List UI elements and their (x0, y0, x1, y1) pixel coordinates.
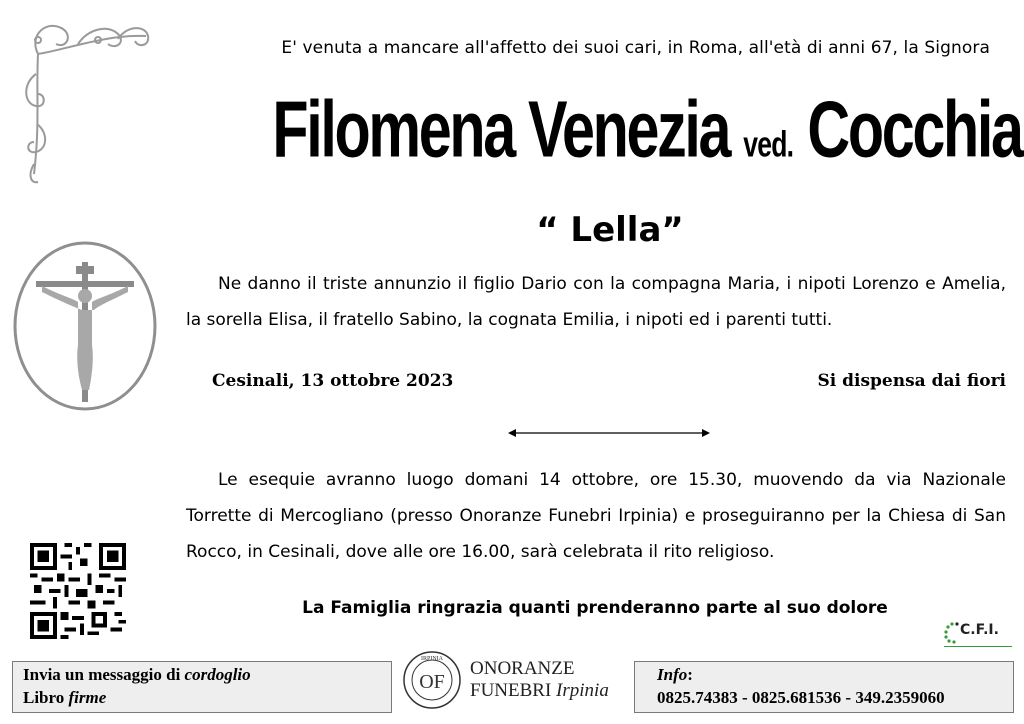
cfi-logo-icon (940, 618, 1014, 652)
funeral-agency-name (470, 658, 609, 702)
qr-code-icon[interactable] (30, 543, 126, 639)
info-label: Info (657, 665, 688, 684)
send-condolence-link[interactable] (23, 665, 251, 685)
announcement-text: Ne danno il triste annunzio il figlio Dario con la compagna Maria, i nipoti Lorenzo e Amelia, la sorella Elisa, il fratello Sabino, la cognata Emilia, i nipoti ed i parenti tutti. (186, 274, 1006, 330)
agency-line2-b: Irpinia (556, 680, 609, 701)
agency-line1: ONORANZE (470, 658, 575, 679)
deceased-name (272, 84, 1022, 175)
deceased-nickname: “ Lella” (536, 210, 684, 250)
ornament-icon (18, 14, 158, 189)
thanks-text: La Famiglia ringrazia quanti prenderanno parte al suo dolore (302, 598, 888, 618)
no-flowers-note: Si dispensa dai fiori (817, 371, 1006, 391)
info-box (634, 661, 1014, 713)
deceased-surname: Cocchia (807, 85, 1022, 175)
firme-label: firme (68, 688, 107, 707)
info-colon: : (687, 665, 693, 684)
phone-numbers[interactable]: 0825.74383 - 0825.681536 - 349.2359060 (657, 688, 945, 707)
message-box[interactable] (12, 661, 392, 713)
guestbook-link[interactable] (23, 688, 106, 708)
funeral-logo-icon (402, 650, 462, 710)
divider-arrow (508, 427, 710, 439)
agency-line2 (470, 680, 609, 702)
cfi-logo-text: C.F.I. (960, 622, 999, 638)
agency-line2-a: FUNEBRI (470, 680, 557, 701)
funeral-info-text: Le esequie avranno luogo domani 14 ottobre, ore 15.30, muovendo da via Nazionale Torrette di Mercogliano (presso Onoranze Funebri Irpinia) e proseguiranno per la Chiesa di San Rocco, in Cesinali, dove alle ore 16.00, sarà celebrata il rito religioso. (186, 470, 1006, 562)
info-label-line (657, 665, 693, 685)
libro-label: Libro (23, 688, 69, 707)
deceased-first-name: Filomena Venezia (272, 85, 730, 175)
deceased-ved: ved. (743, 124, 794, 165)
condolence-label: cordoglio (184, 665, 251, 684)
send-message-label: Invia un messaggio di (23, 665, 185, 684)
place-date: Cesinali, 13 ottobre 2023 (212, 371, 454, 391)
svg-text:OF: OF (419, 671, 445, 693)
logo-top-text: IRPINIA (421, 656, 443, 662)
intro-text: E' venuta a mancare all'affetto dei suoi cari, in Roma, all'età di anni 67, la Signora (281, 38, 990, 58)
crucifix-icon (12, 240, 158, 412)
